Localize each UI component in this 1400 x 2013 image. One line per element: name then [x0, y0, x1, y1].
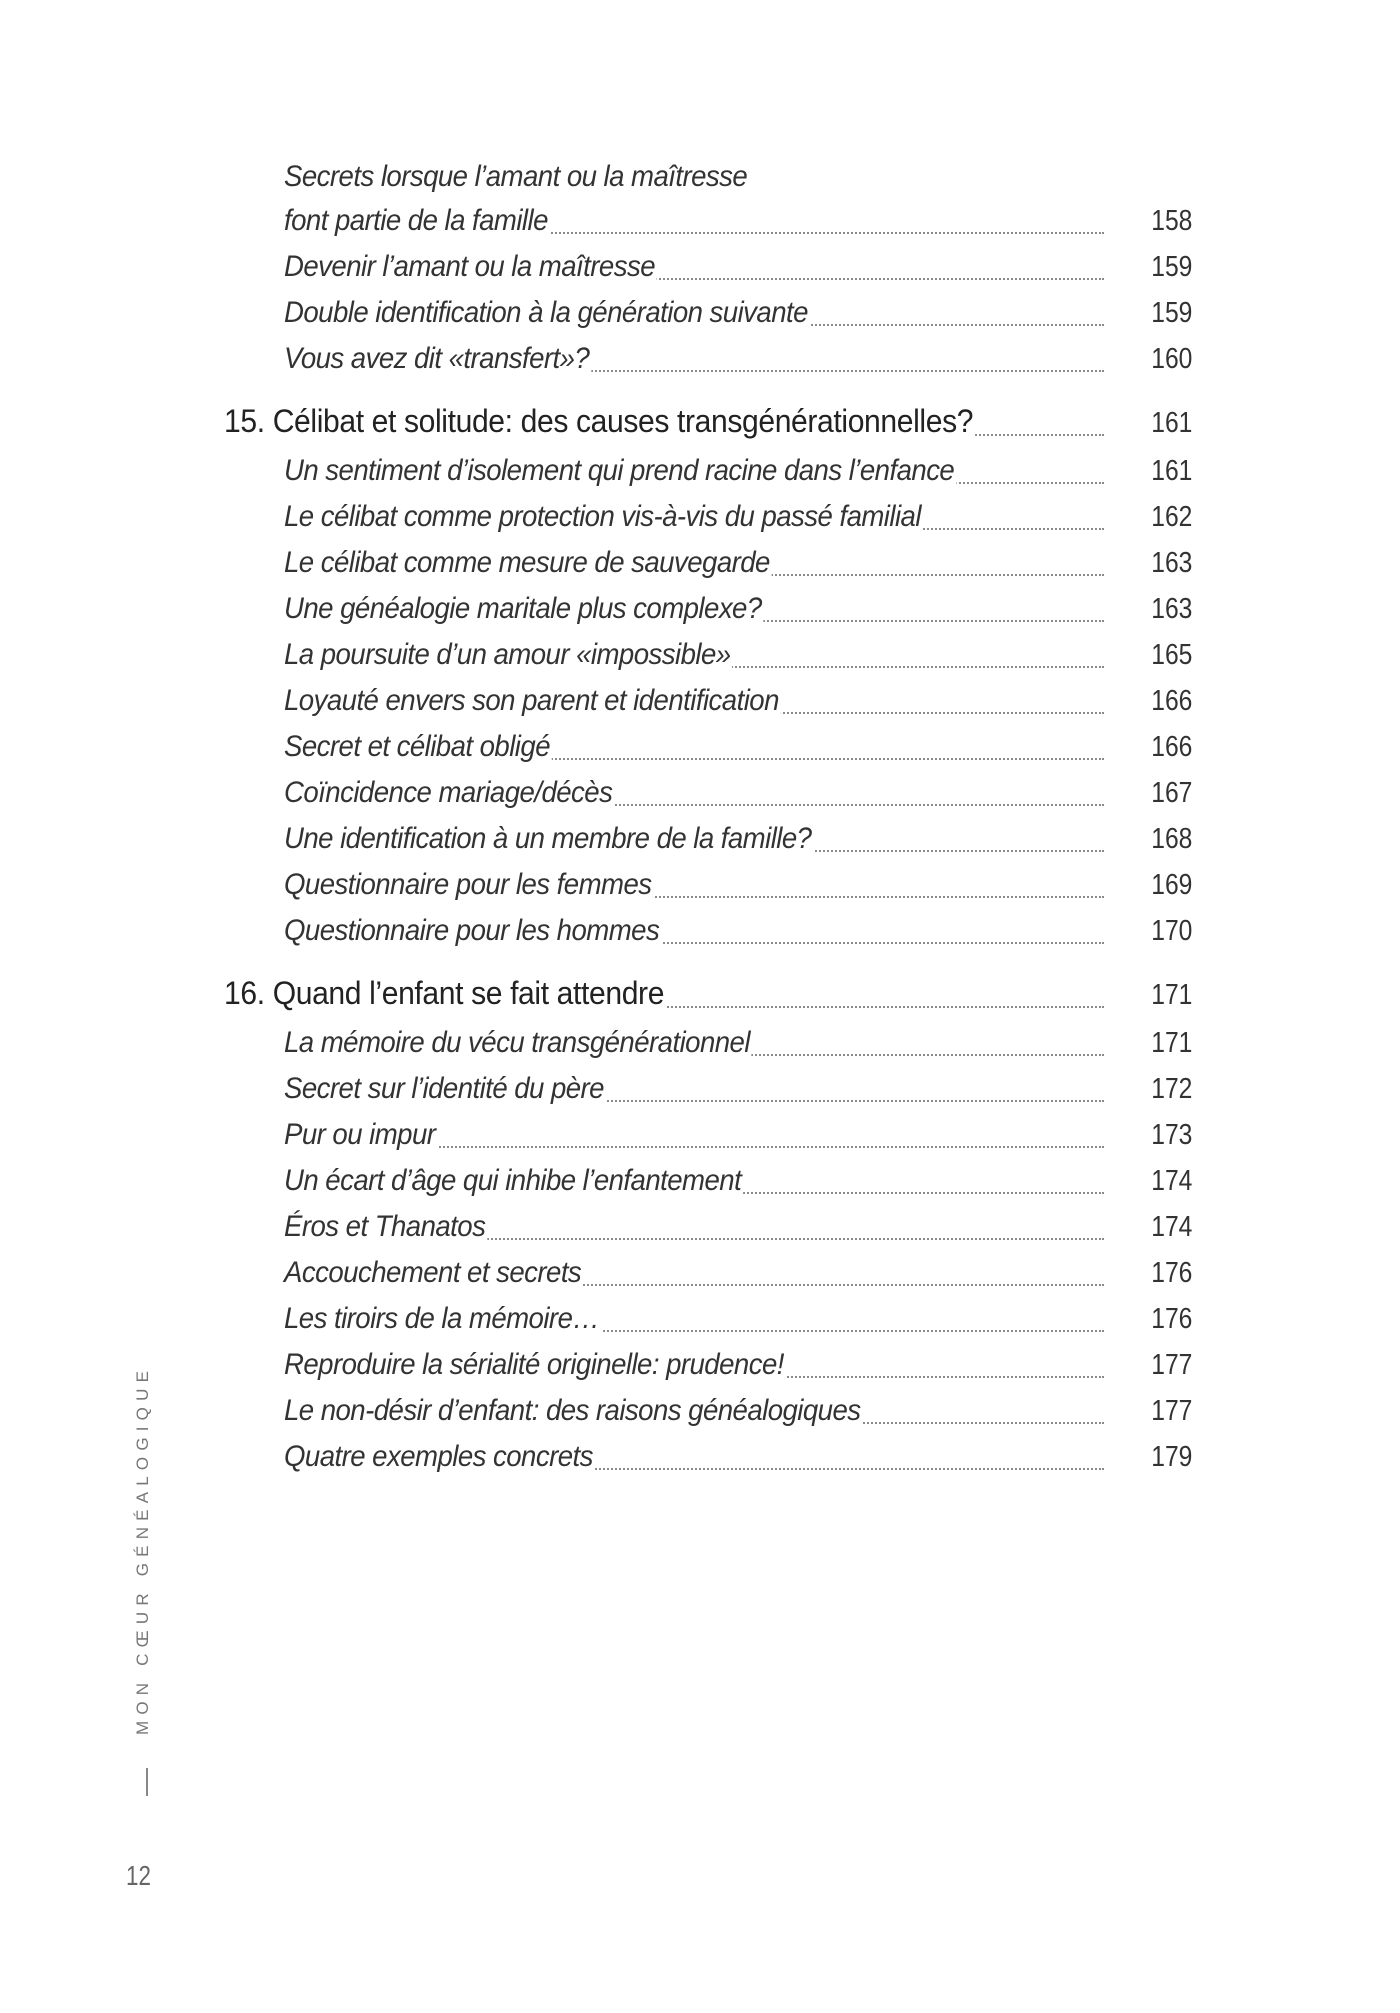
toc-section-row[interactable] — [0, 1436, 1400, 1482]
toc-section-title: Secret sur l’identité du père — [284, 1072, 604, 1105]
toc-page-number: 171 — [1150, 1027, 1192, 1059]
toc-section-title: Un sentiment d’isolement qui prend racine dans l’enfance — [284, 454, 955, 487]
toc-section-row[interactable] — [0, 1344, 1400, 1390]
toc-page-number: 176 — [1150, 1303, 1192, 1335]
toc-section-row[interactable] — [0, 726, 1400, 772]
toc-section-title: Les tiroirs de la mémoire… — [284, 1302, 600, 1335]
toc-section-row[interactable] — [0, 1068, 1400, 1114]
toc-section-title-line1: Secrets lorsque l’amant ou la maîtresse — [284, 160, 748, 193]
toc-page-number: 158 — [1150, 205, 1192, 237]
toc-section-row[interactable] — [0, 1390, 1400, 1436]
toc-page-number: 172 — [1150, 1073, 1192, 1105]
toc-page-number: 170 — [1150, 915, 1192, 947]
toc-page-number: 161 — [1150, 455, 1192, 487]
margin-rule — [146, 1768, 148, 1796]
toc-section-title: Loyauté envers son parent et identification — [284, 684, 779, 717]
toc-section-row[interactable] — [0, 772, 1400, 818]
toc-section-title: Secret et célibat obligé — [284, 730, 550, 763]
running-head-text: MON CŒUR GÉNÉALOGIQUE — [133, 1364, 152, 1735]
toc-page-number: 159 — [1150, 297, 1192, 329]
toc-section-row[interactable] — [0, 160, 1400, 246]
toc-page-number: 159 — [1150, 251, 1192, 283]
toc-section-row[interactable] — [0, 910, 1400, 956]
toc-page-number: 177 — [1150, 1349, 1192, 1381]
toc-section-row[interactable] — [0, 1206, 1400, 1252]
toc-page-number: 174 — [1150, 1211, 1192, 1243]
toc-section-title: Coïncidence mariage/décès — [284, 776, 613, 809]
toc-page-number: 166 — [1150, 731, 1192, 763]
toc-section-title: Éros et Thanatos — [284, 1210, 486, 1243]
chapter-number: 15. — [224, 403, 265, 439]
toc-page-number: 160 — [1150, 343, 1192, 375]
toc-section-row[interactable] — [0, 680, 1400, 726]
chapter-title: Célibat et solitude: des causes transgénérationnelles? — [272, 403, 974, 439]
toc-section-title: Accouchement et secrets — [284, 1256, 582, 1289]
toc-section-row[interactable] — [0, 864, 1400, 910]
toc-chapter-row[interactable] — [0, 402, 1400, 448]
toc-page-number: 177 — [1150, 1395, 1192, 1427]
toc-page-number: 163 — [1150, 593, 1192, 625]
toc-section-title: La poursuite d’un amour «impossible» — [284, 638, 731, 671]
toc-section-row[interactable] — [0, 1022, 1400, 1068]
toc-section-title: Double identification à la génération suivante — [284, 296, 808, 329]
toc-section-title: Questionnaire pour les hommes — [284, 914, 660, 947]
toc-page-number: 162 — [1150, 501, 1192, 533]
toc-section-row[interactable] — [0, 292, 1400, 338]
toc-section-title: Le non-désir d’enfant: des raisons généalogiques — [284, 1394, 861, 1427]
toc-chapter-heading — [224, 975, 666, 1012]
running-head — [121, 1364, 165, 1735]
toc-section-title: Une identification à un membre de la famille? — [284, 822, 812, 855]
toc-section-title: Le célibat comme protection vis-à-vis du passé familial — [284, 500, 921, 533]
toc-page-number: 161 — [1150, 407, 1192, 439]
toc-section-title: Une généalogie maritale plus complexe? — [284, 592, 762, 625]
toc-section-row[interactable] — [0, 1160, 1400, 1206]
toc-page-number: 169 — [1150, 869, 1192, 901]
toc-page-number: 179 — [1150, 1441, 1192, 1473]
toc-section-row[interactable] — [0, 1298, 1400, 1344]
toc-section-row[interactable] — [0, 1252, 1400, 1298]
chapter-number: 16. — [224, 975, 265, 1011]
toc-section-title: Devenir l’amant ou la maîtresse — [284, 250, 655, 283]
toc-section-row[interactable] — [0, 542, 1400, 588]
toc-page-number: 165 — [1150, 639, 1192, 671]
toc-section-title: Reproduire la sérialité originelle: prudence! — [284, 1348, 784, 1381]
toc-page-number: 173 — [1150, 1119, 1192, 1151]
toc-section-title: Questionnaire pour les femmes — [284, 868, 652, 901]
toc-page-number: 174 — [1150, 1165, 1192, 1197]
toc-section-title: La mémoire du vécu transgénérationnel — [284, 1026, 750, 1059]
page-number: 12 — [126, 1860, 151, 1891]
toc-section-row[interactable] — [0, 818, 1400, 864]
toc-section-row[interactable] — [0, 634, 1400, 680]
toc-section-row[interactable] — [0, 450, 1400, 496]
toc-page-number: 166 — [1150, 685, 1192, 717]
toc-section-row[interactable] — [0, 1114, 1400, 1160]
toc-section-row[interactable] — [0, 246, 1400, 292]
toc-chapter-heading — [224, 403, 975, 440]
chapter-title: Quand l’enfant se fait attendre — [272, 975, 665, 1011]
toc-section-row[interactable] — [0, 338, 1400, 384]
toc-section-title: Le célibat comme mesure de sauvegarde — [284, 546, 770, 579]
toc-section-row[interactable] — [0, 588, 1400, 634]
toc-section-title: font partie de la famille — [284, 204, 548, 237]
toc-section-title: Pur ou impur — [284, 1118, 436, 1151]
toc-section-row[interactable] — [0, 496, 1400, 542]
toc-page-number: 163 — [1150, 547, 1192, 579]
toc-page-number: 168 — [1150, 823, 1192, 855]
toc-section-title: Quatre exemples concrets — [284, 1440, 593, 1473]
toc-section-title: Un écart d’âge qui inhibe l’enfantement — [284, 1164, 742, 1197]
toc-section-title: Vous avez dit «transfert»? — [284, 342, 590, 375]
toc-page-number: 176 — [1150, 1257, 1192, 1289]
toc-chapter-row[interactable] — [0, 974, 1400, 1020]
toc-page-number: 167 — [1150, 777, 1192, 809]
toc-page-number: 171 — [1150, 979, 1192, 1011]
